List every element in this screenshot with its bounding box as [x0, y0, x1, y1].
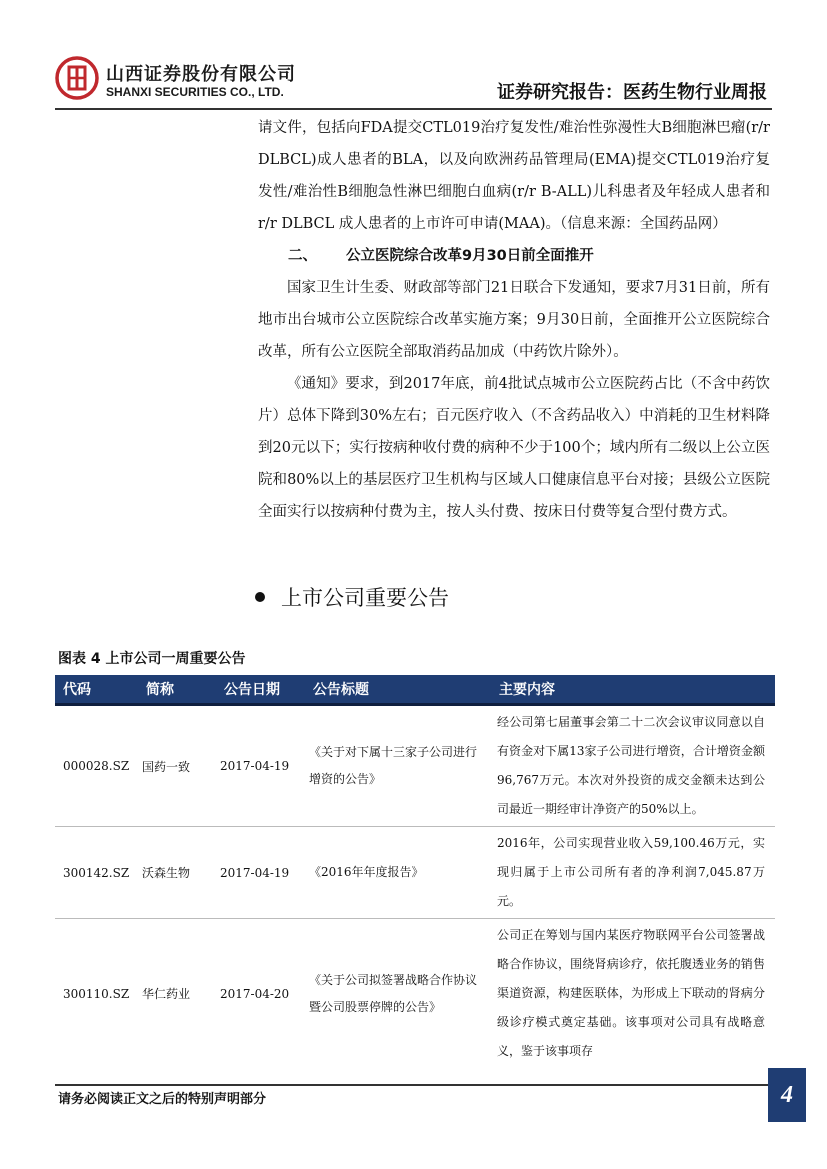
paragraph-requirements: 《通知》要求，到2017年底，前4批试点城市公立医院药占比（不含中药饮片）总体下降到30%左右；百元医疗收入（不含药品收入）中消耗的卫生材料降到20元以下；实行按病种收付费的病种不少于100个；域内所有二级以上公立医院和80%以上的基层医疗卫生机构与区域人口健康信息平台对接；县级公立医院全面实行以按病种付费为主，按人头付费、按床日付费等复合型付费方式。 — [258, 376, 770, 520]
footer-disclaimer: 请务必阅读正文之后的特别声明部分 — [58, 1092, 267, 1107]
subheading-text: 公立医院综合改革9月30日前全面推开 — [346, 248, 594, 264]
header-title: 公告标题 — [305, 675, 491, 705]
report-title: 证券研究报告：医药生物行业周报 — [497, 82, 767, 103]
header-code: 代码 — [55, 675, 138, 705]
header-divider — [55, 108, 772, 110]
cell-content: 经公司第七届董事会第二十二次会议审议同意以自有资金对下属13家子公司进行增资，合计增资金额96,767万元。本次对外投资的成交金额未达到公司最近一期经审计净资产的50%以上。 — [491, 705, 775, 827]
company-name-cn: 山西证券股份有限公司 — [106, 64, 296, 85]
section-title: 上市公司重要公告 — [281, 586, 449, 610]
cell-date: 2017-04-20 — [216, 919, 305, 1066]
cell-content: 公司正在筹划与国内某医疗物联网平台公司签署战略合作协议，围绕肾病诊疗，依托腹透业务的销售渠道资源，构建医联体，为形成上下联动的肾病分级诊疗模式奠定基础。该事项对公司具有战略意义，鉴于该事项存 — [491, 919, 775, 1066]
paragraph-continued: 请文件，包括向FDA提交CTL019治疗复发性/难治性弥漫性大B细胞淋巴瘤(r/r DLBCL)成人患者的BLA，以及向欧洲药品管理局(EMA)提交CTL019治疗复发性/难治性B细胞急性淋巴细胞白血病(r/r B-ALL)儿科患者及年轻成人患者和 r/r DLBCL 成人患者的上市许可申请(MAA)。（信息来源：全国药品网） — [258, 120, 770, 232]
table-caption: 图表 4 上市公司一周重要公告 — [58, 651, 246, 667]
cell-name: 华仁药业 — [138, 919, 216, 1066]
paragraph-notice: 国家卫生计生委、财政部等部门21日联合下发通知，要求7月31日前，所有地市出台城市公立医院综合改革实施方案；9月30日前，全面推开公立医院综合改革，所有公立医院全部取消药品加成（中药饮片除外）。 — [258, 280, 770, 360]
company-logo-icon — [55, 56, 99, 100]
cell-title: 《2016年年度报告》 — [305, 827, 491, 919]
company-name-en: SHANXI SECURITIES CO., LTD. — [106, 85, 284, 99]
section-heading — [255, 582, 449, 612]
cell-date: 2017-04-19 — [216, 827, 305, 919]
table-row — [55, 919, 775, 1066]
cell-code: 300110.SZ — [55, 919, 138, 1066]
page-number: 4 — [768, 1068, 806, 1122]
table-header-row — [55, 675, 775, 705]
body-text — [258, 112, 770, 528]
cell-name: 沃森生物 — [138, 827, 216, 919]
table-row — [55, 705, 775, 827]
announcements-table — [55, 675, 775, 1065]
cell-code: 300142.SZ — [55, 827, 138, 919]
subheading — [258, 240, 770, 272]
header-name: 简称 — [138, 675, 216, 705]
announcements-table-wrapper — [55, 675, 775, 1065]
cell-title: 《关于公司拟签署战略合作协议暨公司股票停牌的公告》 — [305, 919, 491, 1066]
cell-content: 2016年，公司实现营业收入59,100.46万元，实现归属于上市公司所有者的净利润7,045.87万元。 — [491, 827, 775, 919]
header-content: 主要内容 — [491, 675, 775, 705]
bullet-icon — [255, 592, 265, 602]
cell-title: 《关于对下属十三家子公司进行增资的公告》 — [305, 705, 491, 827]
header-date: 公告日期 — [216, 675, 305, 705]
subheading-number: 二、 — [288, 248, 317, 264]
cell-name: 国药一致 — [138, 705, 216, 827]
footer-divider — [55, 1084, 775, 1086]
cell-code: 000028.SZ — [55, 705, 138, 827]
cell-date: 2017-04-19 — [216, 705, 305, 827]
table-row — [55, 827, 775, 919]
